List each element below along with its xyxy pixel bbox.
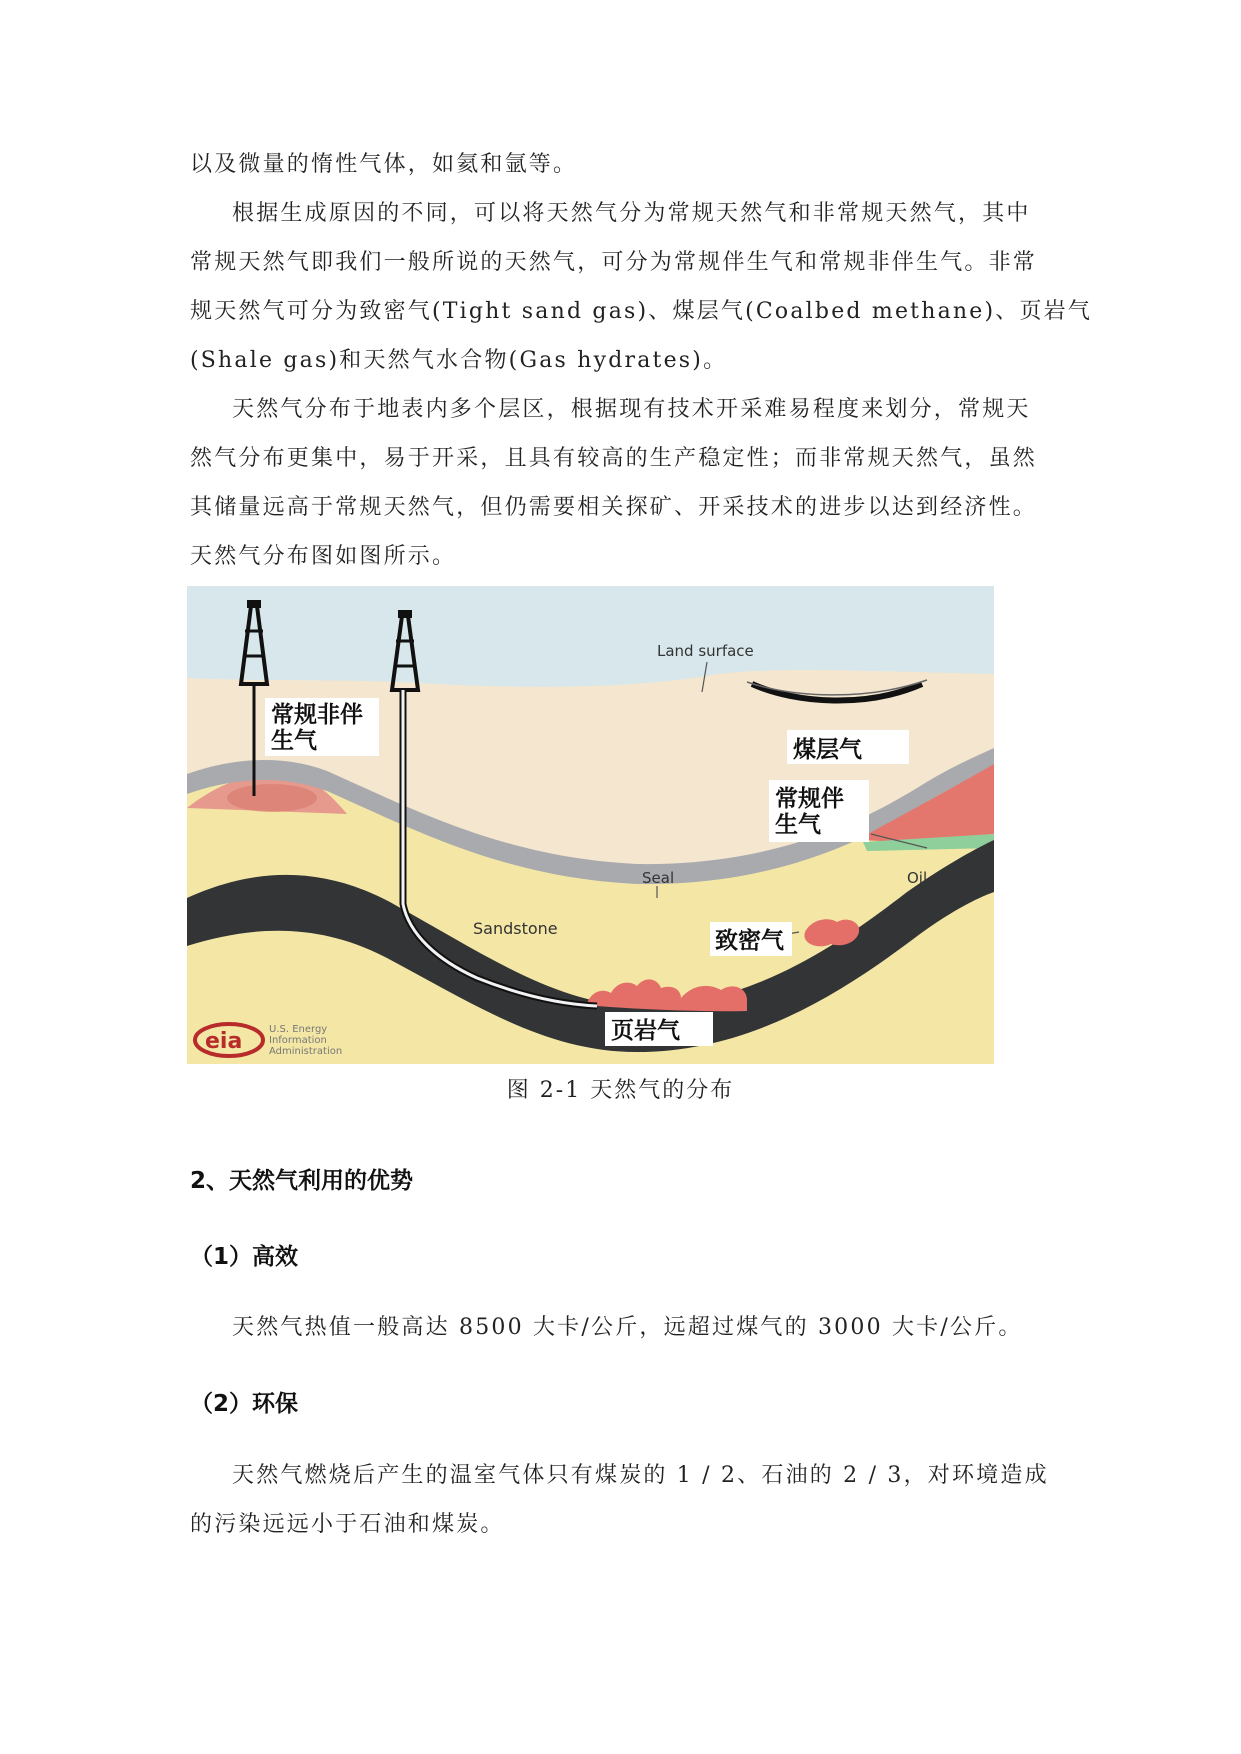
eia-logo-text: U.S. Energy <box>269 1024 328 1035</box>
paragraph-line: 天然气分布图如图所示。 <box>190 544 457 569</box>
paragraph-line: (Shale gas)和天然气水合物(Gas hydrates)。 <box>190 348 728 373</box>
seal-label: Seal <box>642 869 675 887</box>
section-heading: 2、天然气利用的优势 <box>190 1168 414 1194</box>
coalbed-gas-label: 煤层气 <box>793 737 862 763</box>
paragraph-line: 天然气分布于地表内多个层区，根据现有技术开采难易程度来划分，常规天 <box>232 397 1031 422</box>
natural-gas-distribution-figure <box>187 586 994 1064</box>
sandstone-label: Sandstone <box>473 919 558 938</box>
eia-logo <box>195 1024 342 1057</box>
paragraph-line: 规天然气可分为致密气(Tight sand gas)、煤层气(Coalbed methane)、页岩气 <box>190 299 1093 324</box>
paragraph-line: 以及微量的惰性气体，如氦和氩等。 <box>190 152 578 177</box>
paragraph-line: 天然气热值一般高达 8500 大卡/公斤，远超过煤气的 3000 大卡/公斤。 <box>232 1315 1023 1340</box>
associated-gas-label-line2: 生气 <box>775 812 821 838</box>
paragraph-line: 天然气燃烧后产生的温室气体只有煤炭的 1 / 2、石油的 2 / 3，对环境造成 <box>232 1463 1049 1488</box>
figure-caption: 图 2-1 天然气的分布 <box>506 1078 735 1103</box>
eia-logo-mark: eia <box>205 1029 243 1054</box>
paragraph-line: 根据生成原因的不同，可以将天然气分为常规天然气和非常规天然气，其中 <box>232 201 1031 226</box>
paragraph-line: 常规天然气即我们一般所说的天然气，可分为常规伴生气和常规非伴生气。非常 <box>190 250 1038 275</box>
paragraph-line: 的污染远远小于石油和煤炭。 <box>190 1512 505 1537</box>
paragraph-line: 然气分布更集中，易于开采，且具有较高的生产稳定性；而非常规天然气，虽然 <box>190 446 1038 471</box>
subsection-heading: （1）高效 <box>190 1244 299 1270</box>
eia-logo-text: Administration <box>269 1046 343 1057</box>
gas-glow <box>227 784 317 812</box>
shale-gas-label: 页岩气 <box>611 1018 680 1044</box>
paragraph-line: 其储量远高于常规天然气，但仍需要相关探矿、开采技术的进步以达到经济性。 <box>190 495 1038 520</box>
associated-gas-label: 常规伴 <box>775 786 844 812</box>
subsection-heading: （2）环保 <box>190 1391 299 1417</box>
tight-gas-label: 致密气 <box>715 928 784 954</box>
non-associated-gas-label: 常规非伴 <box>271 702 363 728</box>
non-associated-gas-label-line2: 生气 <box>271 728 317 754</box>
eia-logo-text: Information <box>269 1035 327 1046</box>
geology-diagram <box>187 586 994 1064</box>
land-surface-label: Land surface <box>657 642 754 660</box>
oil-label: Oil <box>907 869 928 887</box>
